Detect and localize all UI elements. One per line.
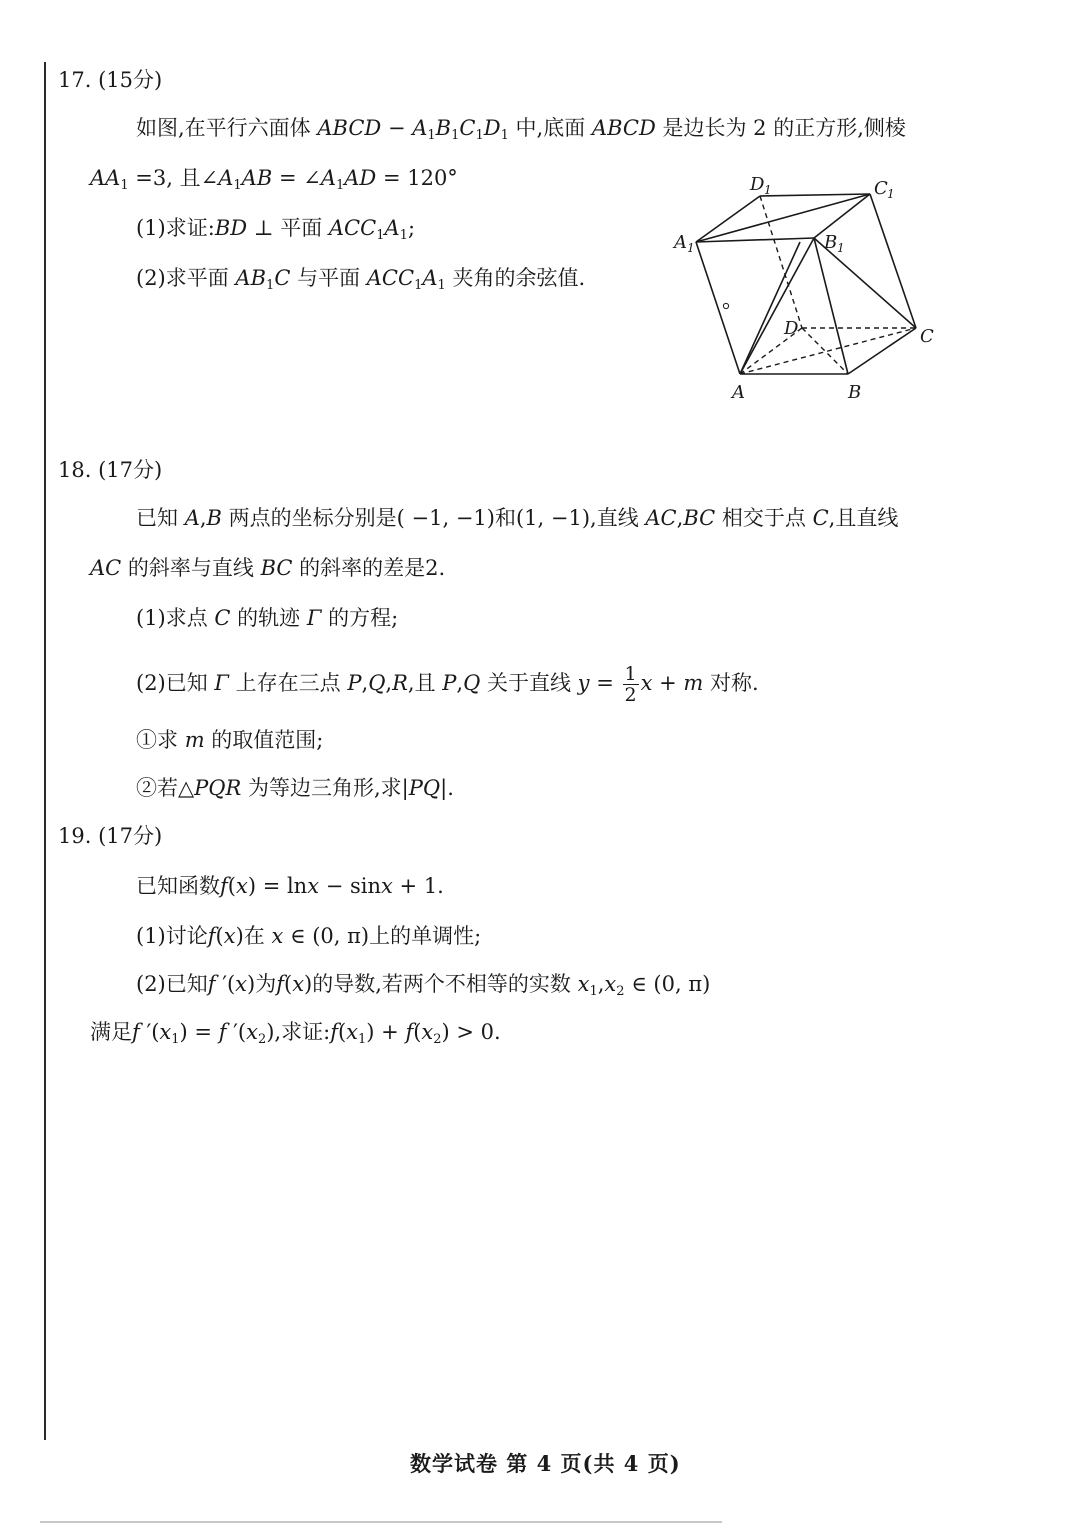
- edge-B1-C1: [814, 194, 870, 238]
- label-C1: C: [874, 178, 888, 199]
- label-B1-sub: 1: [837, 241, 845, 255]
- q18-part1: (1)求点 C 的轨迹 Γ 的方程;: [136, 606, 399, 630]
- q18-part2-item1: ①求 m 的取值范围;: [136, 728, 324, 752]
- label-C1-sub: 1: [887, 187, 895, 201]
- q19-part2-line1: (2)已知f ′(x)为f(x)的导数,若两个不相等的实数 $x_1,x_2$ ∈ (0, π): [136, 972, 711, 999]
- q18-stem-line1: 已知 A,B 两点的坐标分别是( −1, −1)和(1, −1),直线 AC,BC 相交于点 C,且直线: [136, 506, 899, 530]
- figure-dot-mark: [723, 303, 728, 308]
- parallelepiped-figure: [668, 166, 948, 406]
- q17-stem-line2: $AA_1 =3$, 且$\angle A_1AB$ = $\angle A_1AD = 120^\circ$: [90, 166, 458, 193]
- page-footer: 数学试卷 第 4 页(共 4 页): [410, 1451, 681, 1476]
- label-D: D: [784, 318, 799, 339]
- q19-part1: (1)讨论f(x)在 x ∈ (0, π)上的单调性;: [136, 924, 482, 948]
- q19-stem: 已知函数f(x) = lnx − sinx + 1.: [136, 874, 444, 898]
- q17-header: 17. (15分): [58, 68, 163, 92]
- edge-D1-C1: [760, 194, 870, 196]
- q18-header: 18. (17分): [58, 458, 163, 482]
- label-D1-sub: 1: [764, 183, 772, 197]
- q17-part2: (2)求平面 $AB_1C$ 与平面 $ACC_1A_1$ 夹角的余弦值.: [136, 266, 586, 293]
- fraction-one-half: $\frac{1}{2}$: [624, 663, 637, 706]
- hidden-edge-A-C: [740, 328, 916, 374]
- label-B1: B: [824, 232, 838, 253]
- hidden-edge-D-B: [802, 328, 848, 374]
- bottom-rule: [40, 1521, 722, 1523]
- edge-A-B1: [740, 238, 814, 374]
- q19-header: 19. (17分): [58, 824, 163, 848]
- label-A1-sub: 1: [687, 241, 695, 255]
- parallelepiped-diagram: [668, 166, 948, 406]
- hidden-edge-D1-D: [760, 196, 802, 328]
- edge-A1-D1: [696, 196, 760, 242]
- edge-A1-B1: [696, 238, 814, 242]
- q18-part2-item2: ②若△PQR 为等边三角形,求|PQ|.: [136, 776, 454, 800]
- edge-B-C: [848, 328, 916, 374]
- q18-part2: (2)已知 Γ 上存在三点 P,Q,R,且 P,Q 关于直线 y = $\frac{1}{2}$ x + m 对称.: [136, 663, 759, 706]
- left-margin-rule: [44, 62, 46, 1440]
- label-D1: D: [750, 174, 765, 195]
- label-C: C: [920, 326, 934, 347]
- q19-part2-line2: 满足f $'(x_1) = f$ $'(x_2)$,求证$:f(x_1) + f(x_2) > 0$.: [90, 1020, 501, 1047]
- edge-A1-C1: [696, 194, 870, 242]
- edge-A-C1-inner: [740, 242, 800, 374]
- label-B: B: [848, 382, 862, 403]
- label-A1: A: [674, 232, 687, 253]
- q17-stem-line1: 如图,在平行六面体 ABCD − $A_1B_1C_1D_1$ 中,底面 ABCD 是边长为 2 的正方形,侧棱: [136, 116, 906, 143]
- q17-part1: (1)求证:BD ⊥ 平面 $ACC_1A_1$;: [136, 216, 416, 243]
- label-A: A: [732, 382, 745, 403]
- edge-A1-A: [696, 242, 740, 374]
- q18-stem-line2: AC 的斜率与直线 BC 的斜率的差是2.: [90, 556, 446, 580]
